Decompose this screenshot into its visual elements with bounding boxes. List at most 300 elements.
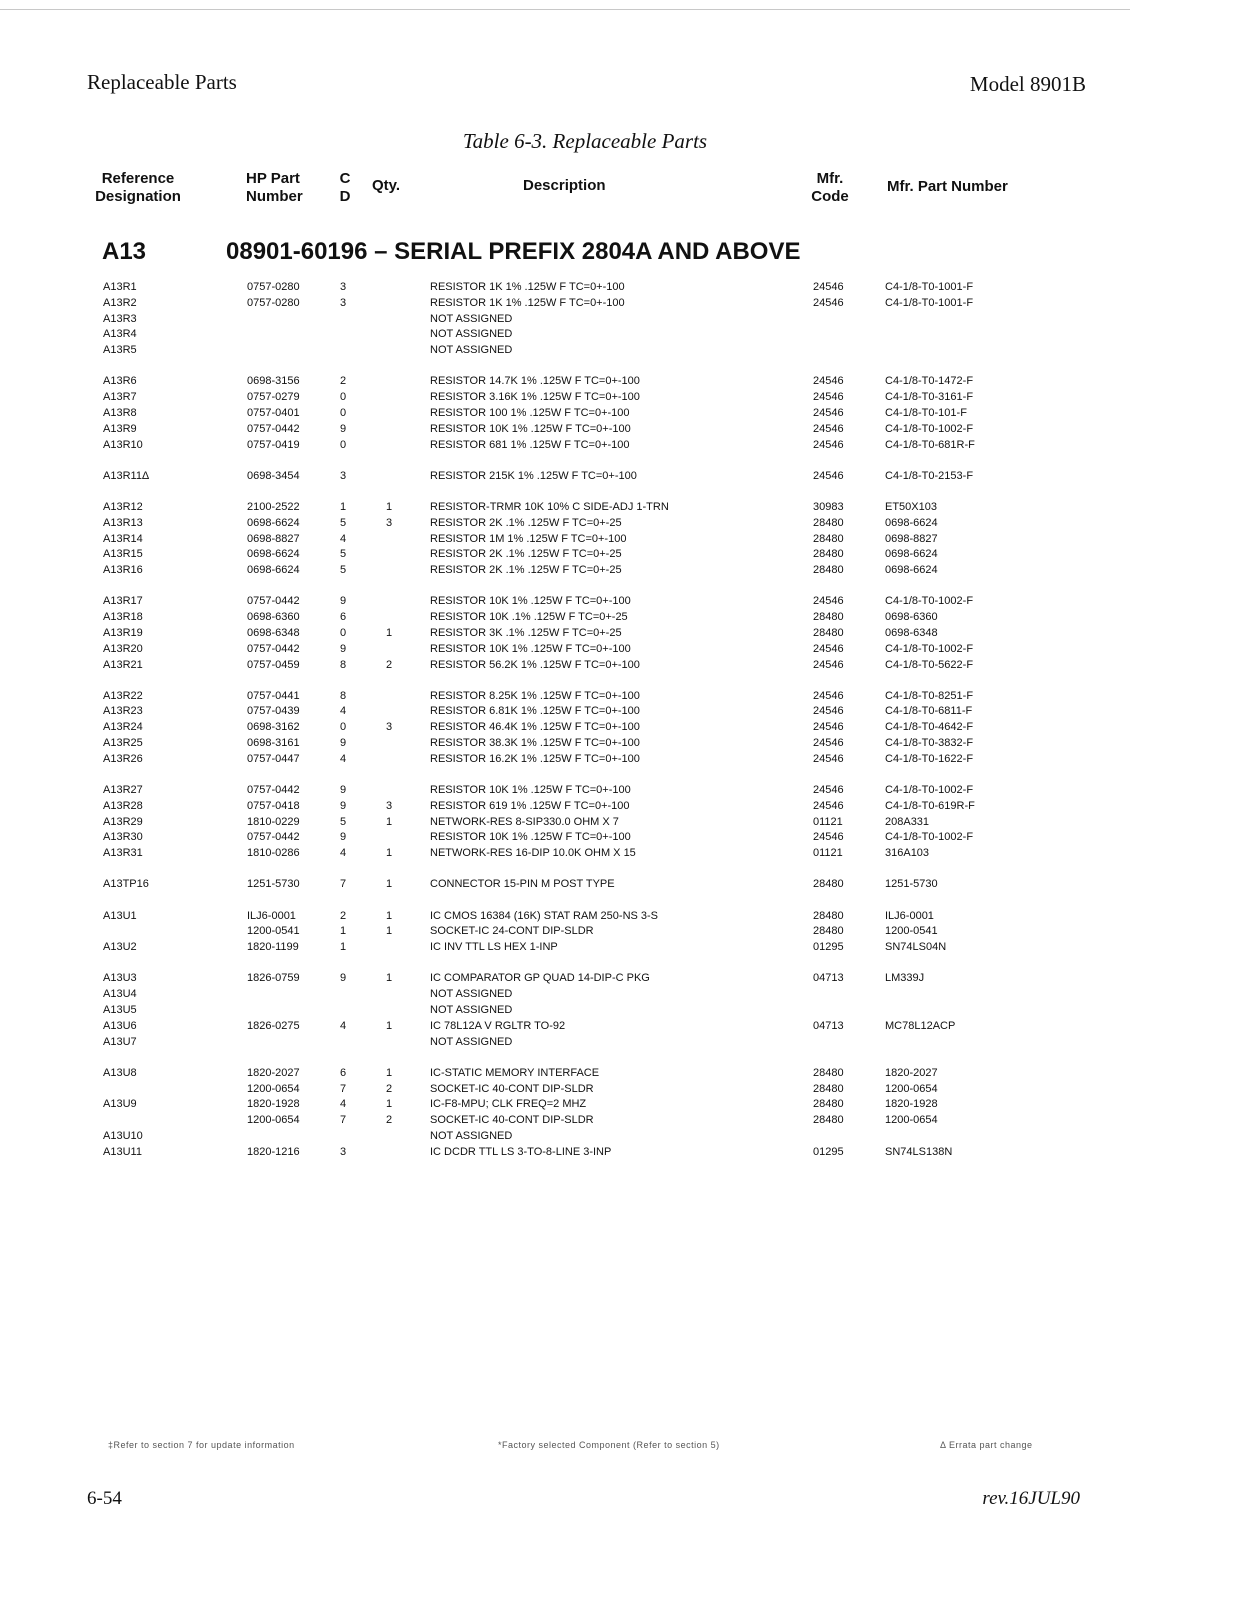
column-header-mfr-code-line1: Mfr. — [816, 170, 844, 187]
top-rule — [0, 9, 1130, 10]
cell-description: RESISTOR 16.2K 1% .125W F TC=0+-100 — [430, 752, 640, 765]
cell-description: RESISTOR 38.3K 1% .125W F TC=0+-100 — [430, 737, 640, 750]
cell-check-digit: 4 — [340, 847, 347, 860]
cell-mfr-part-number: C4-1/8-T0-619R-F — [885, 799, 975, 812]
table-row — [0, 532, 1236, 548]
cell-description: RESISTOR 10K 1% .125W F TC=0+-100 — [430, 422, 631, 435]
column-header-cd — [339, 170, 351, 206]
table-row — [0, 783, 1236, 799]
cell-description: RESISTOR 8.25K 1% .125W F TC=0+-100 — [430, 689, 640, 702]
cell-check-digit: 4 — [340, 752, 347, 765]
cell-reference: A13R1 — [103, 281, 137, 293]
cell-mfr-part-number: 316A103 — [885, 847, 930, 860]
table-row — [0, 830, 1236, 846]
cell-reference: A13R26 — [103, 752, 143, 765]
cell-mfr-code: 28480 — [813, 564, 844, 577]
cell-reference: A13R16 — [103, 564, 143, 577]
cell-hp-part-number: 1251-5730 — [247, 878, 300, 891]
cell-mfr-code: 24546 — [813, 438, 844, 451]
cell-reference: A13R20 — [103, 642, 143, 655]
cell-reference: A13R18 — [103, 611, 143, 624]
table-row — [0, 1066, 1236, 1082]
cell-quantity: 1 — [386, 1098, 393, 1111]
cell-description: RESISTOR 1K 1% .125W F TC=0+-100 — [430, 281, 625, 293]
cell-check-digit: 7 — [340, 1082, 347, 1095]
cell-check-digit: 4 — [340, 705, 347, 718]
cell-reference: A13U5 — [103, 1004, 137, 1016]
cell-description: NETWORK-RES 8-SIP330.0 OHM X 7 — [430, 815, 619, 828]
revision-date: rev.16JUL90 — [982, 1488, 1080, 1509]
table-row — [0, 720, 1236, 736]
table-row — [0, 469, 1236, 485]
cell-description: RESISTOR 681 1% .125W F TC=0+-100 — [430, 438, 630, 451]
table-row — [0, 1129, 1236, 1145]
table-row — [0, 1097, 1236, 1113]
cell-mfr-code: 24546 — [813, 422, 844, 435]
table-row — [0, 704, 1236, 720]
cell-reference: A13R29 — [103, 815, 143, 828]
column-header-hp-part-line1: HP Part — [246, 170, 300, 187]
table-row — [0, 516, 1236, 532]
cell-mfr-code: 28480 — [813, 626, 844, 639]
cell-reference: A13R7 — [103, 391, 137, 404]
cell-mfr-code: 24546 — [813, 737, 844, 750]
cell-hp-part-number: 0757-0442 — [247, 422, 300, 435]
cell-mfr-code: 28480 — [813, 532, 844, 545]
table-row — [0, 971, 1236, 987]
cell-mfr-part-number: 1820-1928 — [885, 1098, 938, 1111]
cell-reference: A13R9 — [103, 422, 137, 435]
cell-description: IC 78L12A V RGLTR TO-92 — [430, 1019, 566, 1032]
cell-reference: A13R14 — [103, 532, 143, 545]
cell-description: IC-F8-MPU; CLK FREQ=2 MHZ — [430, 1098, 587, 1111]
table-title: Table 6-3. Replaceable Parts — [462, 129, 708, 153]
cell-mfr-code: 24546 — [813, 705, 844, 718]
cell-hp-part-number: 0698-3162 — [247, 721, 300, 734]
cell-description: IC-STATIC MEMORY INTERFACE — [430, 1066, 600, 1079]
table-row — [0, 406, 1236, 422]
cell-description: NOT ASSIGNED — [430, 1004, 513, 1016]
cell-check-digit: 3 — [340, 296, 347, 309]
cell-mfr-code: 28480 — [813, 548, 844, 561]
cell-check-digit: 9 — [340, 642, 347, 655]
cell-hp-part-number: 1200-0654 — [247, 1114, 300, 1127]
cell-reference: A13R4 — [103, 328, 137, 341]
cell-reference: A13U6 — [103, 1019, 137, 1032]
cell-mfr-part-number: C4-1/8-T0-1002-F — [885, 422, 974, 435]
column-header-cd-line2: D — [339, 188, 351, 205]
cell-mfr-part-number: C4-1/8-T0-1002-F — [885, 784, 974, 797]
cell-check-digit: 4 — [340, 1019, 347, 1032]
cell-check-digit: 9 — [340, 422, 347, 435]
table-row — [0, 924, 1236, 940]
cell-mfr-code: 24546 — [813, 469, 844, 482]
table-row — [0, 846, 1236, 862]
cell-hp-part-number: 0698-6624 — [247, 516, 300, 529]
cell-hp-part-number: 0698-8827 — [247, 532, 300, 545]
cell-mfr-part-number: C4-1/8-T0-1472-F — [885, 375, 974, 388]
footnote-update-info: ‡Refer to section 7 for update information — [108, 1440, 295, 1450]
table-row — [0, 610, 1236, 626]
cell-quantity: 1 — [386, 972, 393, 985]
table-row — [0, 500, 1236, 516]
cell-check-digit: 9 — [340, 972, 347, 985]
cell-mfr-part-number: C4-1/8-T0-1001-F — [885, 281, 974, 293]
cell-description: RESISTOR 215K 1% .125W F TC=0+-100 — [430, 469, 637, 482]
cell-check-digit: 0 — [340, 406, 347, 419]
cell-reference: A13R6 — [103, 375, 137, 388]
cell-hp-part-number: 0698-6360 — [247, 611, 300, 624]
table-row — [0, 815, 1236, 831]
cell-mfr-part-number: C4-1/8-T0-5622-F — [885, 658, 974, 671]
cell-reference: A13U8 — [103, 1066, 137, 1079]
cell-mfr-code: 01121 — [813, 815, 843, 828]
column-header-reference — [92, 170, 184, 206]
table-row — [0, 877, 1236, 893]
cell-check-digit: 8 — [340, 689, 347, 702]
table-row — [0, 940, 1236, 956]
table-row — [0, 594, 1236, 610]
cell-reference: A13U3 — [103, 972, 137, 985]
column-header-mfr-part-number: Mfr. Part Number — [887, 178, 1008, 195]
cell-check-digit: 1 — [340, 925, 347, 938]
cell-hp-part-number: 0757-0441 — [247, 689, 300, 702]
cell-reference: A13R5 — [103, 344, 137, 357]
cell-hp-part-number: 0757-0280 — [247, 296, 300, 309]
cell-hp-part-number: 1810-0286 — [247, 847, 300, 860]
cell-description: SOCKET-IC 24-CONT DIP-SLDR — [430, 925, 594, 938]
cell-description: RESISTOR 2K .1% .125W F TC=0+-25 — [430, 516, 622, 529]
cell-description: NOT ASSIGNED — [430, 328, 513, 341]
table-row — [0, 1019, 1236, 1035]
cell-reference: A13R17 — [103, 595, 143, 608]
cell-check-digit: 7 — [340, 878, 347, 891]
cell-reference: A13U9 — [103, 1098, 137, 1111]
cell-check-digit: 3 — [340, 281, 347, 293]
cell-mfr-code: 24546 — [813, 831, 844, 844]
cell-mfr-code: 28480 — [813, 516, 844, 529]
cell-reference: A13U1 — [103, 909, 137, 922]
cell-mfr-part-number: C4-1/8-T0-6811-F — [885, 705, 973, 718]
cell-quantity: 2 — [386, 1082, 393, 1095]
cell-hp-part-number: 1200-0654 — [247, 1082, 300, 1095]
column-header-hp-part-line2: Number — [246, 188, 303, 205]
cell-hp-part-number: 0757-0442 — [247, 831, 300, 844]
column-header-reference-line1: Reference — [101, 170, 175, 187]
table-row — [0, 327, 1236, 343]
cell-hp-part-number: 0757-0419 — [247, 438, 300, 451]
cell-mfr-part-number: C4-1/8-T0-1001-F — [885, 296, 974, 309]
cell-quantity: 1 — [386, 925, 393, 938]
cell-mfr-part-number: C4-1/8-T0-2153-F — [885, 469, 974, 482]
table-row — [0, 1035, 1236, 1051]
cell-mfr-part-number: 1200-0541 — [885, 925, 938, 938]
cell-hp-part-number: 0698-3156 — [247, 375, 300, 388]
cell-reference: A13U10 — [103, 1129, 143, 1142]
cell-mfr-part-number: SN74LS138N — [885, 1145, 953, 1158]
cell-mfr-part-number: LM339J — [885, 972, 925, 985]
cell-hp-part-number: 0757-0459 — [247, 658, 300, 671]
cell-hp-part-number: 0757-0442 — [247, 642, 300, 655]
table-row — [0, 422, 1236, 438]
column-header-reference-line2: Designation — [95, 188, 181, 205]
column-header-hp-part — [246, 170, 303, 206]
cell-check-digit: 5 — [340, 564, 347, 577]
cell-reference: A13R19 — [103, 626, 143, 639]
cell-hp-part-number: 0698-3161 — [247, 737, 300, 750]
cell-reference: A13TP16 — [103, 878, 149, 891]
cell-mfr-part-number: C4-1/8-T0-101-F — [885, 406, 967, 419]
cell-check-digit: 4 — [340, 532, 347, 545]
cell-mfr-code: 28480 — [813, 1098, 844, 1111]
cell-hp-part-number: 0698-6348 — [247, 626, 300, 639]
table-row — [0, 987, 1236, 1003]
table-row — [0, 1003, 1236, 1019]
cell-mfr-part-number: 0698-6624 — [885, 548, 938, 561]
cell-mfr-part-number: C4-1/8-T0-3832-F — [885, 737, 974, 750]
cell-hp-part-number: 1200-0541 — [247, 925, 300, 938]
cell-description: RESISTOR 6.81K 1% .125W F TC=0+-100 — [430, 705, 640, 718]
cell-mfr-part-number: 0698-6360 — [885, 611, 938, 624]
cell-description: NOT ASSIGNED — [430, 312, 513, 325]
cell-hp-part-number: 0757-0447 — [247, 752, 300, 765]
cell-quantity: 1 — [386, 878, 393, 891]
cell-mfr-code: 28480 — [813, 1082, 844, 1095]
cell-mfr-part-number: 1200-0654 — [885, 1114, 938, 1127]
cell-mfr-part-number: 0698-6348 — [885, 626, 938, 639]
cell-check-digit: 8 — [340, 658, 347, 671]
cell-quantity: 3 — [386, 721, 393, 734]
cell-reference: A13U7 — [103, 1035, 137, 1048]
cell-mfr-part-number: 208A331 — [885, 815, 930, 828]
cell-hp-part-number: 2100-2522 — [247, 500, 300, 513]
table-row — [0, 296, 1236, 312]
table-row — [0, 312, 1236, 328]
cell-quantity: 1 — [386, 626, 393, 639]
table-row — [0, 736, 1236, 752]
cell-hp-part-number: 0757-0279 — [247, 391, 300, 404]
cell-mfr-part-number: C4-1/8-T0-1002-F — [885, 642, 974, 655]
cell-mfr-code: 24546 — [813, 391, 844, 404]
cell-description: SOCKET-IC 40-CONT DIP-SLDR — [430, 1082, 594, 1095]
cell-description: RESISTOR 3.16K 1% .125W F TC=0+-100 — [430, 391, 640, 404]
cell-quantity: 1 — [386, 1019, 393, 1032]
cell-mfr-code: 28480 — [813, 1066, 844, 1079]
cell-check-digit: 9 — [340, 595, 347, 608]
cell-description: RESISTOR 56.2K 1% .125W F TC=0+-100 — [430, 658, 640, 671]
cell-quantity: 2 — [386, 1114, 393, 1127]
cell-mfr-part-number: 1200-0654 — [885, 1082, 938, 1095]
cell-mfr-part-number: ET50X103 — [885, 500, 937, 513]
cell-hp-part-number: 0757-0280 — [247, 281, 300, 293]
footnote-factory-selected: *Factory selected Component (Refer to section 5) — [498, 1440, 720, 1450]
cell-hp-part-number: 0757-0442 — [247, 595, 300, 608]
cell-description: RESISTOR 14.7K 1% .125W F TC=0+-100 — [430, 375, 640, 388]
table-row — [0, 658, 1236, 674]
cell-hp-part-number: 0757-0442 — [247, 784, 300, 797]
cell-reference: A13R21 — [103, 658, 143, 671]
cell-description: NOT ASSIGNED — [430, 1129, 513, 1142]
cell-mfr-code: 24546 — [813, 406, 844, 419]
cell-hp-part-number: 0757-0401 — [247, 406, 300, 419]
cell-mfr-part-number: SN74LS04N — [885, 941, 947, 954]
cell-reference: A13R15 — [103, 548, 143, 561]
cell-hp-part-number: 1810-0229 — [247, 815, 300, 828]
cell-mfr-code: 28480 — [813, 925, 844, 938]
cell-description: IC COMPARATOR GP QUAD 14-DIP-C PKG — [430, 972, 650, 985]
cell-description: RESISTOR 10K 1% .125W F TC=0+-100 — [430, 642, 631, 655]
cell-check-digit: 0 — [340, 626, 347, 639]
cell-check-digit: 6 — [340, 1066, 347, 1079]
cell-reference: A13R23 — [103, 705, 143, 718]
table-row — [0, 1145, 1236, 1161]
cell-mfr-code: 24546 — [813, 642, 844, 655]
cell-reference: A13R12 — [103, 500, 143, 513]
cell-quantity: 1 — [386, 847, 393, 860]
cell-mfr-code: 24546 — [813, 752, 844, 765]
cell-mfr-code: 28480 — [813, 909, 844, 922]
column-header-qty: Qty. — [372, 177, 401, 194]
cell-description: IC DCDR TTL LS 3-TO-8-LINE 3-INP — [430, 1145, 612, 1158]
table-row — [0, 909, 1236, 925]
cell-reference: A13R30 — [103, 831, 143, 844]
table-row — [0, 626, 1236, 642]
cell-reference: A13R31 — [103, 847, 143, 860]
cell-description: CONNECTOR 15-PIN M POST TYPE — [430, 878, 615, 891]
cell-mfr-part-number: C4-1/8-T0-1622-F — [885, 752, 974, 765]
cell-quantity: 3 — [386, 516, 393, 529]
cell-mfr-part-number: C4-1/8-T0-681R-F — [885, 438, 975, 451]
cell-check-digit: 5 — [340, 548, 347, 561]
cell-check-digit: 9 — [340, 737, 347, 750]
cell-mfr-code: 24546 — [813, 595, 844, 608]
cell-check-digit: 2 — [340, 909, 347, 922]
cell-reference: A13R2 — [103, 296, 137, 309]
cell-reference: A13U11 — [103, 1145, 142, 1158]
table-row — [0, 752, 1236, 768]
cell-check-digit: 1 — [340, 500, 347, 513]
table-row — [0, 689, 1236, 705]
table-row — [0, 563, 1236, 579]
page-number: 6-54 — [87, 1488, 122, 1509]
cell-check-digit: 7 — [340, 1114, 347, 1127]
column-header-cd-line1: C — [339, 170, 351, 187]
cell-description: RESISTOR 619 1% .125W F TC=0+-100 — [430, 799, 630, 812]
cell-mfr-part-number: 1251-5730 — [885, 878, 938, 891]
table-row — [0, 390, 1236, 406]
cell-description: RESISTOR 3K .1% .125W F TC=0+-25 — [430, 626, 622, 639]
table-row — [0, 547, 1236, 563]
cell-reference: A13R13 — [103, 516, 143, 529]
cell-mfr-code: 24546 — [813, 799, 844, 812]
cell-description: RESISTOR 2K .1% .125W F TC=0+-25 — [430, 548, 622, 561]
footnote-errata: Δ Errata part change — [940, 1440, 1033, 1450]
cell-hp-part-number: 1820-1216 — [247, 1145, 300, 1158]
section-title: 08901-60196 – SERIAL PREFIX 2804A AND ABOVE — [226, 238, 801, 265]
cell-check-digit: 0 — [340, 391, 347, 404]
table-row — [0, 799, 1236, 815]
cell-description: RESISTOR 10K 1% .125W F TC=0+-100 — [430, 595, 631, 608]
cell-description: RESISTOR 1M 1% .125W F TC=0+-100 — [430, 532, 627, 545]
cell-quantity: 2 — [386, 658, 393, 671]
cell-hp-part-number: 1826-0275 — [247, 1019, 300, 1032]
cell-mfr-part-number: C4-1/8-T0-3161-F — [885, 391, 974, 404]
cell-check-digit: 3 — [340, 469, 347, 482]
table-row — [0, 374, 1236, 390]
cell-description: IC INV TTL LS HEX 1-INP — [430, 941, 558, 954]
cell-reference: A13U4 — [103, 988, 137, 1001]
cell-mfr-part-number: 0698-6624 — [885, 516, 938, 529]
cell-reference: A13R25 — [103, 737, 143, 750]
cell-mfr-code: 24546 — [813, 721, 844, 734]
cell-mfr-part-number: 0698-8827 — [885, 532, 938, 545]
cell-description: RESISTOR 2K .1% .125W F TC=0+-25 — [430, 564, 622, 577]
cell-description: RESISTOR 10K .1% .125W F TC=0+-25 — [430, 611, 628, 624]
cell-reference: A13R10 — [103, 438, 143, 451]
cell-description: NOT ASSIGNED — [430, 1035, 513, 1048]
column-header-description: Description — [523, 177, 606, 194]
cell-mfr-code: 24546 — [813, 281, 844, 293]
cell-description: RESISTOR 46.4K 1% .125W F TC=0+-100 — [430, 721, 640, 734]
cell-mfr-code: 28480 — [813, 878, 844, 891]
table-row — [0, 1113, 1236, 1129]
cell-mfr-part-number: 1820-2027 — [885, 1066, 938, 1079]
cell-mfr-part-number: C4-1/8-T0-1002-F — [885, 595, 974, 608]
cell-description: NETWORK-RES 16-DIP 10.0K OHM X 15 — [430, 847, 636, 860]
cell-mfr-code: 01295 — [813, 941, 844, 954]
cell-hp-part-number: 0757-0439 — [247, 705, 300, 718]
running-header-model: Model 8901B — [969, 72, 1086, 96]
table-row — [0, 1082, 1236, 1098]
table-row — [0, 343, 1236, 359]
cell-check-digit: 5 — [340, 516, 347, 529]
cell-hp-part-number: ILJ6-0001 — [247, 909, 296, 922]
column-header-mfr-code — [806, 170, 854, 206]
cell-mfr-part-number: C4-1/8-T0-8251-F — [885, 689, 974, 702]
cell-check-digit: 6 — [340, 611, 347, 624]
cell-mfr-code: 24546 — [813, 375, 844, 388]
cell-description: RESISTOR 10K 1% .125W F TC=0+-100 — [430, 784, 631, 797]
cell-check-digit: 1 — [340, 941, 347, 954]
cell-hp-part-number: 1820-1928 — [247, 1098, 300, 1111]
cell-hp-part-number: 0698-6624 — [247, 548, 300, 561]
cell-description: NOT ASSIGNED — [430, 988, 513, 1001]
cell-check-digit: 0 — [340, 721, 347, 734]
cell-hp-part-number: 1820-2027 — [247, 1066, 300, 1079]
cell-description: RESISTOR-TRMR 10K 10% C SIDE-ADJ 1-TRN — [430, 500, 669, 513]
cell-check-digit: 3 — [340, 1145, 347, 1158]
cell-check-digit: 9 — [340, 784, 347, 797]
cell-check-digit: 0 — [340, 438, 347, 451]
cell-reference: A13R28 — [103, 799, 143, 812]
cell-mfr-code: 24546 — [813, 658, 844, 671]
cell-reference: A13R8 — [103, 406, 137, 419]
cell-quantity: 1 — [386, 815, 393, 828]
cell-quantity: 1 — [386, 1066, 393, 1079]
cell-reference: A13R24 — [103, 721, 143, 734]
cell-description: IC CMOS 16384 (16K) STAT RAM 250-NS 3-S — [430, 909, 659, 922]
cell-check-digit: 9 — [340, 799, 347, 812]
table-row — [0, 438, 1236, 454]
cell-reference: A13U2 — [103, 941, 137, 954]
cell-hp-part-number: 0757-0418 — [247, 799, 300, 812]
cell-description: SOCKET-IC 40-CONT DIP-SLDR — [430, 1114, 594, 1127]
cell-quantity: 1 — [386, 500, 393, 513]
cell-mfr-code: 28480 — [813, 1114, 844, 1127]
parts-table-body — [0, 280, 1236, 1161]
cell-mfr-part-number: ILJ6-0001 — [885, 909, 934, 922]
cell-check-digit: 2 — [340, 375, 347, 388]
